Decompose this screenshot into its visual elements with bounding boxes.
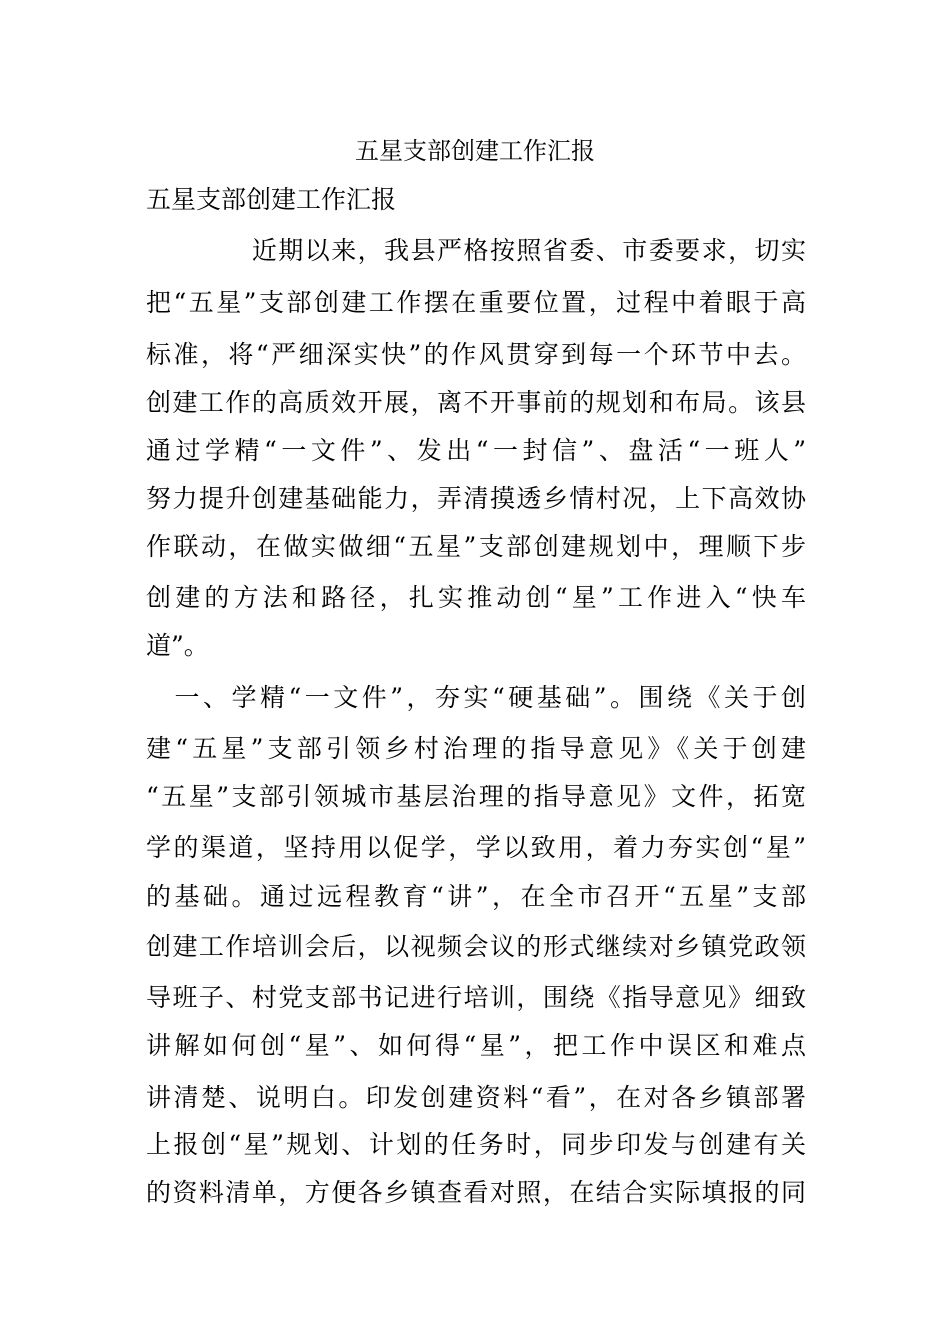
document-title: 五星支部创建工作汇报 [355,137,595,165]
paragraph-line: 通过学精“一文件”、发出“一封信”、盘活“一班人” [146,436,806,465]
paragraph-line: “五星”支部引领城市基层治理的指导意见》文件，拓宽 [146,782,806,811]
paragraph-line: 一、学精“一文件”，夯实“硬基础”。围绕《关于创 [146,683,806,712]
paragraph-line: 讲清楚、说明白。印发创建资料“看”，在对各乡镇部署 [146,1083,806,1112]
document-subtitle: 五星支部创建工作汇报 [146,185,397,214]
paragraph-line: 上报创“星”规划、计划的任务时，同步印发与创建有关 [146,1130,806,1159]
paragraph-line: 创建工作培训会后，以视频会议的形式继续对乡镇党政领 [146,932,806,961]
paragraph-line: 学的渠道，坚持用以促学，学以致用，着力夯实创“星” [146,833,806,862]
paragraph-line: 努力提升创建基础能力，弄清摸透乡情村况，上下高效协 [146,484,806,513]
paragraph-line: 把“五星”支部创建工作摆在重要位置，过程中着眼于高 [146,288,806,317]
paragraph-line: 创建工作的高质效开展，离不开事前的规划和布局。该县 [146,388,806,417]
paragraph-line: 近期以来，我县严格按照省委、市委要求，切实 [146,236,806,265]
paragraph-line: 标准，将“严细深实快”的作风贯穿到每一个环节中去。 [146,340,806,369]
paragraph-line: 创建的方法和路径，扎实推动创“星”工作进入“快车 [146,583,806,612]
paragraph-line: 讲解如何创“星”、如何得“星”，把工作中误区和难点 [146,1031,806,1060]
paragraph-line: 道”。 [146,631,209,660]
paragraph-line: 的资料清单，方便各乡镇查看对照，在结合实际填报的同 [146,1178,806,1207]
paragraph-line: 作联动，在做实做细“五星”支部创建规划中，理顺下步 [146,532,806,561]
paragraph-line: 的基础。通过远程教育“讲”，在全市召开“五星”支部 [146,882,806,911]
paragraph-line: 建“五星”支部引领乡村治理的指导意见》《关于创建 [146,734,806,763]
paragraph-line: 导班子、村党支部书记进行培训，围绕《指导意见》细致 [146,983,806,1012]
